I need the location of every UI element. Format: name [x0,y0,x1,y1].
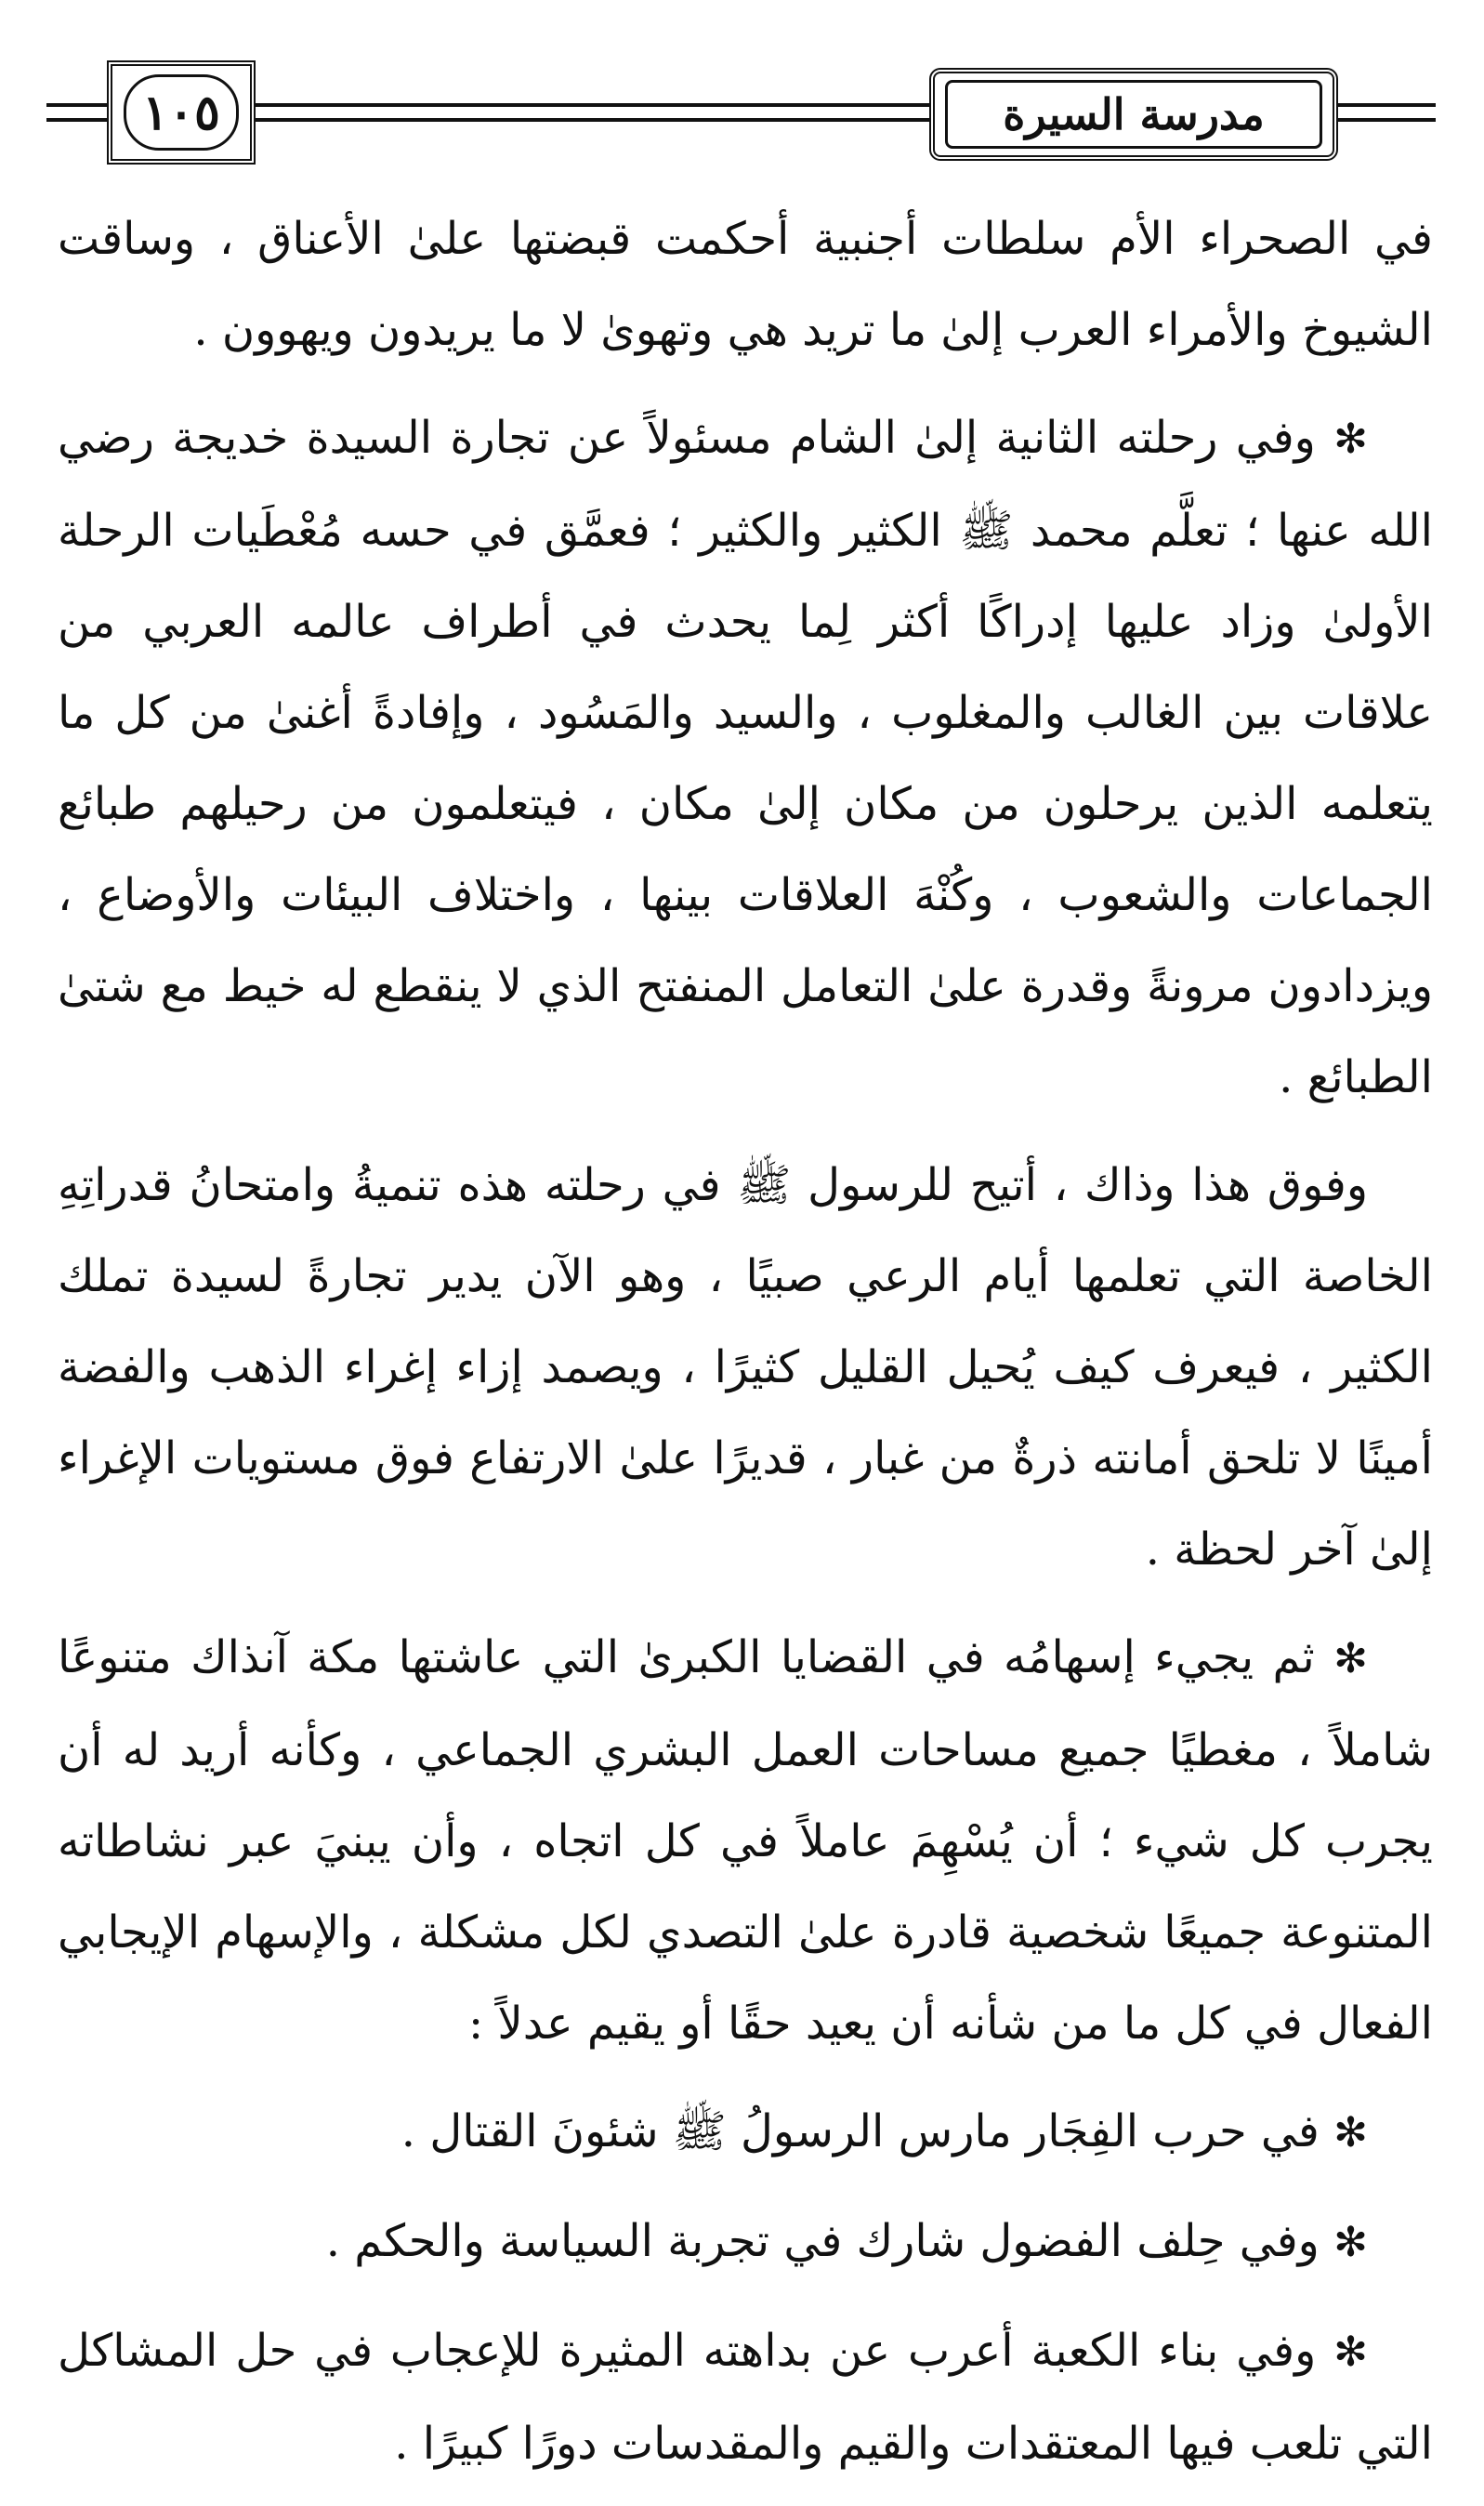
paragraph-3-text: وفوق هذا وذاك ، أتيح للرسول ﷺ في رحلته هذه تنميةُ وامتحانُ قدراتِهِ الخاصة التي تعلمها أيام الرعي صبيًا ، وهو الآن يدير تجارةً لسيدة تملك الكثير ، فيعرف كيف يُحيل القليل كثيرًا ، ويصمد إزاء إغراء الذهب والفضة أمينًا لا تلحق أمانته ذرةٌ من غبار ، قديرًا علىٰ الارتفاع فوق مستويات الإغراء إلىٰ آخر لحظة . [58,1159,1433,1576]
running-title-frame [929,68,1338,161]
bullet-star-icon: ✻ [1333,2109,1368,2156]
paragraph-5 [58,2086,1433,2179]
paragraph-6 [58,2196,1433,2288]
paragraph-2-text: وفي رحلته الثانية إلىٰ الشام مسئولاً عن تجارة السيدة خديجة رضي الله عنها ؛ تعلَّم محمد ﷺ الكثير والكثير ؛ فعمَّق في حسه مُعْطَيات الرحلة الأولىٰ وزاد عليها إدراكًا أكثر لِما يحدث في أطراف عالمه العربي من علاقات بين الغالب والمغلوب ، والسيد والمَسُود ، وإفادةً أغنىٰ من كل ما يتعلمه الذين يرحلون من مكان إلىٰ مكان ، فيتعلمون من رحيلهم طبائع الجماعات والشعوب ، وكُنْهَ العلاقات بينها ، واختلاف البيئات والأوضاع ، ويزدادون مرونةً وقدرة علىٰ التعامل المنفتح الذي لا ينقطع له خيط مع شتىٰ الطبائع . [58,412,1433,1103]
body-text [58,193,1433,2506]
paragraph-5-text: في حرب الفِجَار مارس الرسولُ ﷺ شئونَ القتال . [401,2105,1320,2157]
running-title: مدرسة السيرة [945,80,1322,149]
paragraph-6-text: وفي حِلف الفضول شارك في تجربة السياسة والحكم . [325,2215,1320,2267]
paragraph-4 [58,1612,1433,2069]
page-number-frame [107,60,256,165]
paragraph-3 [58,1140,1433,1595]
paragraph-4-text: ثم يجيء إسهامُه في القضايا الكبرىٰ التي عاشتها مكة آنذاك متنوعًا شاملاً ، مغطيًا جميع مساحات العمل البشري الجماعي ، وكأنه أريد له أن يجرب كل شيء ؛ أن يُسْهِمَ عاملاً في كل اتجاه ، وأن يبنيَ عبر نشاطاته المتنوعة جميعًا شخصية قادرة علىٰ التصدي لكل مشكلة ، والإسهام الإيجابي الفعال في كل ما من شأنه أن يعيد حقًا أو يقيم عدلاً : [58,1631,1434,2050]
paragraph-2 [58,392,1433,1123]
bullet-star-icon: ✻ [1333,2328,1368,2376]
paragraph-7-text: وفي بناء الكعبة أعرب عن بداهته المثيرة للإعجاب في حل المشاكل التي تلعب فيها المعتقدات والقيم والمقدسات دورًا كبيرًا . [58,2325,1433,2470]
bullet-star-icon: ✻ [1333,415,1369,463]
page-header [46,51,1436,163]
page-number: ١٠٥ [124,74,239,151]
paragraph-1-text: في الصحراء الأم سلطات أجنبية أحكمت قبضتها علىٰ الأعناق ، وساقت الشيوخ والأمراء العرب إلىٰ ما تريد هي وتهوىٰ لا ما يريدون ويهوون . [58,213,1433,356]
bullet-star-icon: ✻ [1333,2219,1368,2266]
bullet-star-icon: ✻ [1333,1635,1368,1682]
paragraph-1 [58,193,1433,376]
paragraph-7 [58,2305,1433,2489]
